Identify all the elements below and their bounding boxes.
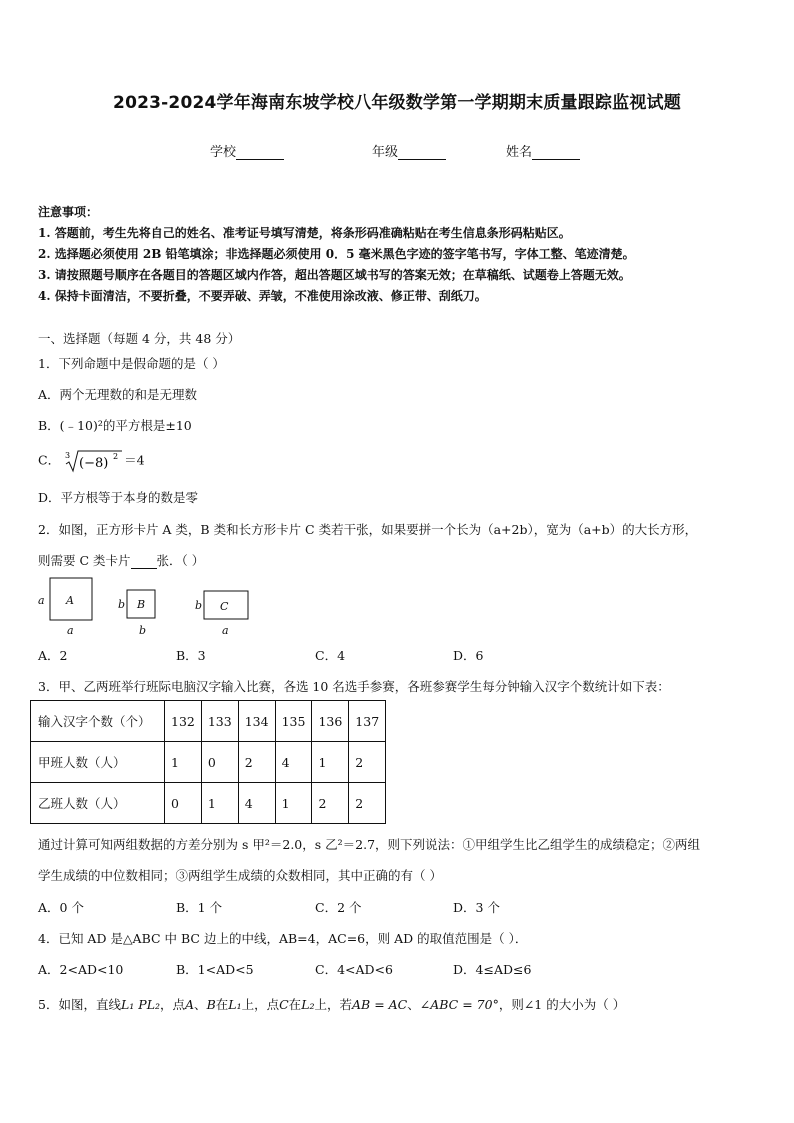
table-row bbox=[31, 742, 386, 783]
table-cell: 乙班人数（人） bbox=[31, 783, 165, 824]
school-label: 学校 bbox=[210, 145, 237, 160]
card-c-label: C bbox=[220, 600, 229, 613]
q1-option-a: A．两个无理数的和是无理数 bbox=[38, 387, 198, 402]
equation-ab-ac: AB = AC bbox=[352, 997, 408, 1012]
q2-stem-line1: 2．如图，正方形卡片 A 类，B 类和长方形卡片 C 类若干张，如果要拼一个长为（a+2b），宽为（a+b）的大长方形， bbox=[38, 522, 698, 537]
point-b: B bbox=[206, 997, 216, 1012]
answer-blank bbox=[131, 557, 157, 569]
card-b-side-label: b bbox=[118, 598, 126, 611]
table-cell: 132 bbox=[165, 701, 202, 742]
q4-option-c: C．4<AD<6 bbox=[315, 962, 393, 977]
table-cell: 2 bbox=[312, 783, 349, 824]
table-cell: 137 bbox=[349, 701, 386, 742]
table-cell: 4 bbox=[275, 742, 312, 783]
q3-option-b: B．1 个 bbox=[176, 900, 223, 915]
radicand: (−8) bbox=[79, 456, 109, 471]
q4-stem: 4．已知 AD 是△ABC 中 BC 边上的中线，AB=4，AC=6，则 AD 的取值范围是（ ）． bbox=[38, 931, 528, 946]
q1-option-b: B．(﹣10)²的平方根是±10 bbox=[38, 418, 192, 433]
card-a-bottom-label: a bbox=[67, 624, 74, 637]
table-row bbox=[31, 783, 386, 824]
q3-option-a: A．0 个 bbox=[38, 900, 84, 915]
card-c-bottom-label: a bbox=[222, 624, 229, 637]
q4-option-a: A．2<AD<10 bbox=[38, 962, 124, 977]
notice-item: 1. 答题前，考生先将自己的姓名、准考证号填写清楚，将条形码准确粘贴在考生信息条形码粘贴区。 bbox=[38, 226, 571, 240]
q2-option-b: B．3 bbox=[176, 648, 206, 663]
q1-stem: 1．下列命题中是假命题的是（ ） bbox=[38, 356, 225, 371]
card-diagram bbox=[34, 574, 264, 640]
q5-text: 上，若 bbox=[314, 997, 353, 1012]
line-l2: L₂ bbox=[146, 997, 160, 1012]
name-label: 姓名 bbox=[506, 145, 533, 160]
q2-option-d: D．6 bbox=[453, 648, 484, 663]
notice-item: 3. 请按照题号顺序在各题目的答题区域内作答，超出答题区域书写的答案无效；在草稿纸、试题卷上答题无效。 bbox=[38, 268, 631, 282]
table-cell: 1 bbox=[201, 783, 238, 824]
q2-stem-after: 张．（ ） bbox=[156, 553, 205, 568]
point-a: A bbox=[185, 997, 195, 1012]
q4-option-b: B．1<AD<5 bbox=[176, 962, 254, 977]
table-cell: 2 bbox=[238, 742, 275, 783]
card-b-label: B bbox=[137, 598, 146, 611]
grade-field bbox=[372, 141, 446, 160]
q5-text: 上，点 bbox=[241, 997, 280, 1012]
grade-label: 年级 bbox=[372, 145, 399, 160]
q5-text: 5．如图，直线 bbox=[38, 997, 121, 1012]
q5-text: 、 bbox=[194, 997, 207, 1012]
angle-abc: ∠ABC = 70° bbox=[419, 997, 499, 1012]
q3-option-d: D．3 个 bbox=[453, 900, 500, 915]
table-cell: 4 bbox=[238, 783, 275, 824]
q1-option-c-rhs: ＝4 bbox=[124, 452, 145, 468]
q2-stem-before: 则需要 C 类卡片 bbox=[38, 553, 131, 568]
table-cell: 0 bbox=[165, 783, 202, 824]
line-l2-ref: L₂ bbox=[301, 997, 315, 1012]
q5-stem bbox=[38, 995, 625, 1013]
cube-root-expression bbox=[64, 448, 124, 474]
q4-option-d: D．4≤AD≤6 bbox=[453, 962, 532, 977]
table-cell: 136 bbox=[312, 701, 349, 742]
q3-statement-line1: 通过计算可知两组数据的方差分别为 s 甲²＝2.0，s 乙²＝2.7，则下列说法：①甲组学生比乙组学生的成绩稳定；②两组 bbox=[38, 837, 701, 852]
school-blank[interactable] bbox=[236, 147, 284, 160]
q5-text: 在 bbox=[288, 997, 302, 1012]
parallel-symbol: P bbox=[138, 997, 147, 1012]
q2-option-c: C．4 bbox=[315, 648, 346, 663]
q1-option-c-label: C． bbox=[38, 452, 61, 468]
table-cell: 1 bbox=[312, 742, 349, 783]
typing-stats-table bbox=[30, 700, 386, 824]
q5-text: ，点 bbox=[160, 997, 186, 1012]
q3-statement-line2: 学生成绩的中位数相同；③两组学生成绩的众数相同，其中正确的有（ ） bbox=[38, 868, 442, 883]
table-cell: 134 bbox=[238, 701, 275, 742]
school-field bbox=[210, 141, 284, 160]
table-cell: 2 bbox=[349, 783, 386, 824]
q3-stem: 3．甲、乙两班举行班际电脑汉字输入比赛，各选 10 名选手参赛，各班参赛学生每分钟输入汉字个数统计如下表： bbox=[38, 679, 670, 694]
q5-text: ，则∠1 的大小为（ ） bbox=[498, 997, 626, 1012]
grade-blank[interactable] bbox=[398, 147, 446, 160]
table-cell: 输入汉字个数（个） bbox=[31, 701, 165, 742]
section-heading: 一、选择题（每题 4 分，共 48 分） bbox=[38, 331, 241, 346]
card-a-label: A bbox=[66, 594, 74, 607]
table-cell: 甲班人数（人） bbox=[31, 742, 165, 783]
notice-heading: 注意事项： bbox=[38, 205, 99, 219]
page-title: 2023-2024学年海南东坡学校八年级数学第一学期期末质量跟踪监视试题 bbox=[113, 93, 681, 113]
q1-option-c bbox=[38, 448, 145, 474]
table-cell: 1 bbox=[165, 742, 202, 783]
point-c: C bbox=[279, 997, 289, 1012]
table-cell: 135 bbox=[275, 701, 312, 742]
name-blank[interactable] bbox=[532, 147, 580, 160]
q5-text: 在 bbox=[215, 997, 229, 1012]
card-c-side-label: b bbox=[195, 599, 203, 612]
notice-item: 4. 保持卡面清洁，不要折叠，不要弄破、弄皱，不准使用涂改液、修正带、刮纸刀。 bbox=[38, 289, 487, 303]
line-l1: L₁ bbox=[120, 997, 135, 1012]
table-row bbox=[31, 701, 386, 742]
q1-option-d: D．平方根等于本身的数是零 bbox=[38, 490, 199, 505]
q5-text: 、 bbox=[407, 997, 420, 1012]
root-index: 3 bbox=[65, 451, 71, 460]
table-cell: 0 bbox=[201, 742, 238, 783]
line-l1-ref: L₁ bbox=[228, 997, 242, 1012]
table-cell: 133 bbox=[201, 701, 238, 742]
table-cell: 2 bbox=[349, 742, 386, 783]
card-b-bottom-label: b bbox=[139, 624, 147, 637]
q2-stem-line2 bbox=[38, 551, 204, 569]
card-a-side-label: a bbox=[38, 594, 45, 607]
q2-option-a: A．2 bbox=[38, 648, 68, 663]
notice-item: 2. 选择题必须使用 2B 铅笔填涂；非选择题必须使用 0．5 毫米黑色字迹的签字笔书写，字体工整、笔迹清楚。 bbox=[38, 247, 635, 261]
table-cell: 1 bbox=[275, 783, 312, 824]
exponent: 2 bbox=[113, 452, 119, 461]
name-field bbox=[506, 141, 580, 160]
q3-option-c: C．2 个 bbox=[315, 900, 362, 915]
